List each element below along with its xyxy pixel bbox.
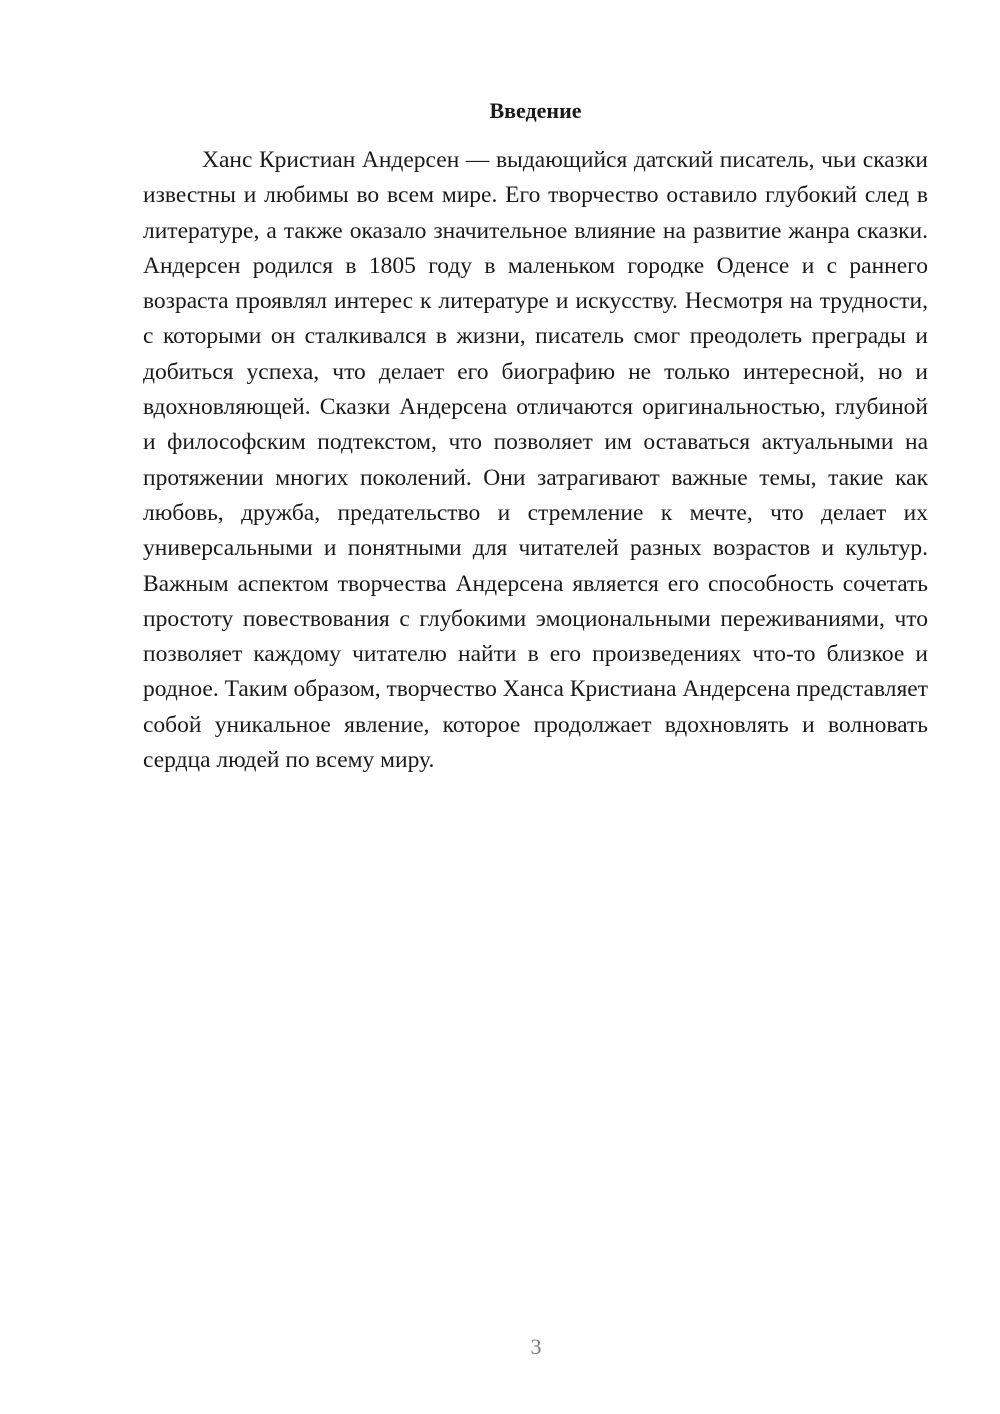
section-heading: Введение bbox=[489, 98, 582, 123]
body-paragraph: Ханс Кристиан Андерсен — выдающийся датский писатель, чьи сказки известны и любимы во всем мире. Его творчество оставило глубокий след в литературе, а также оказало значительное влияние на развитие жанра сказки. Андерсен родился в 1805 году в маленьком городке Оденсе и с раннего возраста проявлял интерес к литературе и искусству. Несмотря на трудности, с которыми он сталкивался в жизни, писатель смог преодолеть преграды и добиться успеха, что делает его биографию не только интересной, но и вдохновляющей. Сказки Андерсена отличаются оригинальностью, глубиной и философским подтекстом, что позволяет им оставаться актуальными на протяжении многих поколений. Они затрагивают важные темы, такие как любовь, дружба, предательство и стремление к мечте, что делает их универсальными и понятными для читателей разных возрастов и культур. Важным аспектом творчества Андерсена является его способность сочетать простоту повествования с глубокими эмоциональными переживаниями, что позволяет каждому читателю найти в его произведениях что-то близкое и родное. Таким образом, творчество Ханса Кристиана Андерсена представляет собой уникальное явление, которое продолжает вдохновлять и волновать сердца людей по всему миру. bbox=[143, 147, 928, 774]
page-number: 3 bbox=[530, 1334, 542, 1359]
